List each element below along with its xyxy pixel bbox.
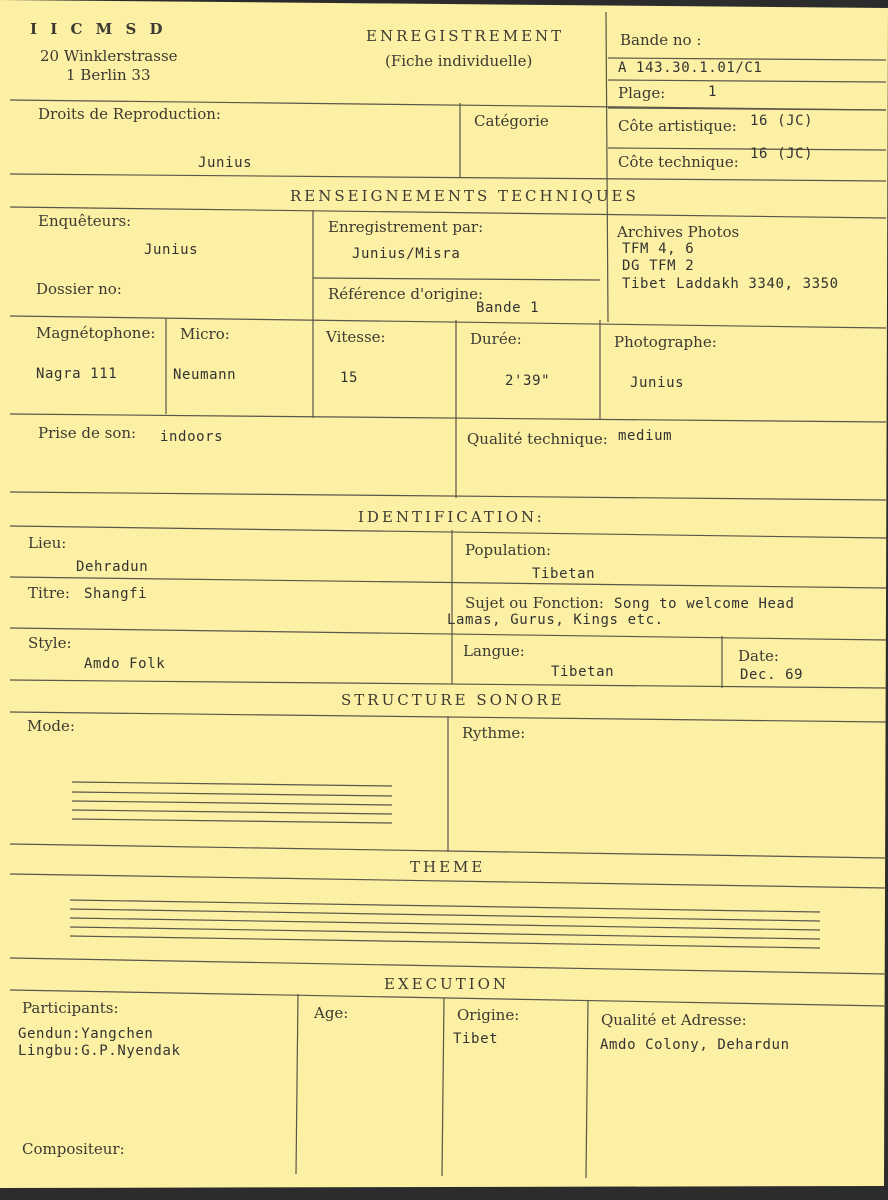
enregistrement-par-label: Enregistrement par:	[328, 218, 484, 236]
address-line-1: 20 Winklerstrasse	[40, 47, 178, 65]
mode-label: Mode:	[27, 717, 75, 735]
micro-label: Micro:	[180, 325, 230, 343]
cote-artistique-value: 16 (JC)	[750, 113, 814, 129]
prise-label: Prise de son:	[38, 424, 137, 442]
enqueteurs-label: Enquêteurs:	[38, 212, 132, 230]
cote-artistique-label: Côte artistique:	[618, 117, 737, 135]
date-label: Date:	[738, 647, 779, 665]
sujet-label: Sujet ou Fonction:	[465, 594, 604, 612]
lieu-label: Lieu:	[28, 534, 67, 552]
archives-label: Archives Photos	[617, 223, 740, 241]
plage-value: 1	[708, 84, 718, 100]
structure-heading: STRUCTURE SONORE	[341, 691, 565, 709]
reference-label: Référence d'origine:	[328, 285, 484, 303]
date-value: Dec. 69	[740, 667, 804, 683]
plage-label: Plage:	[618, 84, 666, 102]
droits-value: Junius	[198, 155, 253, 171]
qualite-technique-label: Qualité technique:	[467, 430, 608, 448]
origine-label: Origine:	[457, 1006, 520, 1024]
micro-value: Neumann	[173, 367, 237, 383]
archives-line-3: Tibet Laddakh 3340, 3350	[622, 276, 839, 292]
duree-value: 2'39"	[505, 373, 551, 389]
dossier-label: Dossier no:	[36, 280, 122, 298]
archives-line-2: DG TFM 2	[622, 258, 695, 274]
duree-label: Durée:	[470, 330, 522, 348]
enregistrement-par-value: Junius/Misra	[352, 246, 461, 262]
lieu-value: Dehradun	[76, 559, 149, 575]
droits-label: Droits de Reproduction:	[38, 105, 221, 123]
sujet-value-line-1: Song to welcome Head	[614, 596, 795, 612]
magnetophone-value: Nagra 111	[36, 366, 118, 382]
participant-2: Lingbu:G.P.Nyendak	[18, 1043, 181, 1059]
compositeur-label: Compositeur:	[22, 1140, 125, 1158]
population-value: Tibetan	[532, 566, 596, 582]
qualite-adresse-value: Amdo Colony, Dehardun	[600, 1037, 790, 1053]
cote-technique-value: 16 (JC)	[750, 146, 814, 162]
form-subtitle: (Fiche individuelle)	[385, 52, 533, 70]
qualite-technique-value: medium	[618, 428, 673, 444]
vitesse-label: Vitesse:	[326, 328, 386, 346]
form-title: ENREGISTREMENT	[366, 27, 565, 45]
langue-label: Langue:	[463, 642, 525, 660]
categorie-label: Catégorie	[474, 112, 549, 130]
vitesse-value: 15	[340, 370, 359, 386]
technical-heading: RENSEIGNEMENTS TECHNIQUES	[290, 187, 639, 205]
langue-value: Tibetan	[551, 664, 615, 680]
address-line-2: 1 Berlin 33	[66, 66, 151, 84]
cote-technique-label: Côte technique:	[618, 153, 739, 171]
bande-value: A 143.30.1.01/C1	[618, 60, 763, 76]
reference-value: Bande 1	[476, 300, 540, 316]
sujet-value-line-2: Lamas, Gurus, Kings etc.	[447, 612, 664, 628]
style-value: Amdo Folk	[84, 656, 166, 672]
rythme-label: Rythme:	[462, 724, 526, 742]
bande-label: Bande no :	[620, 31, 702, 49]
execution-heading: EXECUTION	[384, 975, 510, 993]
enqueteurs-value: Junius	[144, 242, 199, 258]
archives-line-1: TFM 4, 6	[622, 241, 695, 257]
prise-value: indoors	[160, 429, 224, 445]
age-label: Age:	[314, 1004, 349, 1022]
participant-1: Gendun:Yangchen	[18, 1026, 154, 1042]
magnetophone-label: Magnétophone:	[36, 324, 156, 342]
qualite-adresse-label: Qualité et Adresse:	[601, 1011, 747, 1029]
titre-value: Shangfi	[84, 586, 148, 602]
photographe-value: Junius	[630, 375, 685, 391]
origine-value: Tibet	[453, 1031, 499, 1047]
identification-heading: IDENTIFICATION:	[358, 508, 545, 526]
theme-heading: THEME	[410, 858, 486, 876]
population-label: Population:	[465, 541, 552, 559]
photographe-label: Photographe:	[614, 333, 717, 351]
institute-logo: I I C M S D	[30, 20, 167, 38]
style-label: Style:	[28, 634, 72, 652]
participants-label: Participants:	[22, 999, 119, 1017]
titre-label: Titre:	[28, 584, 70, 602]
